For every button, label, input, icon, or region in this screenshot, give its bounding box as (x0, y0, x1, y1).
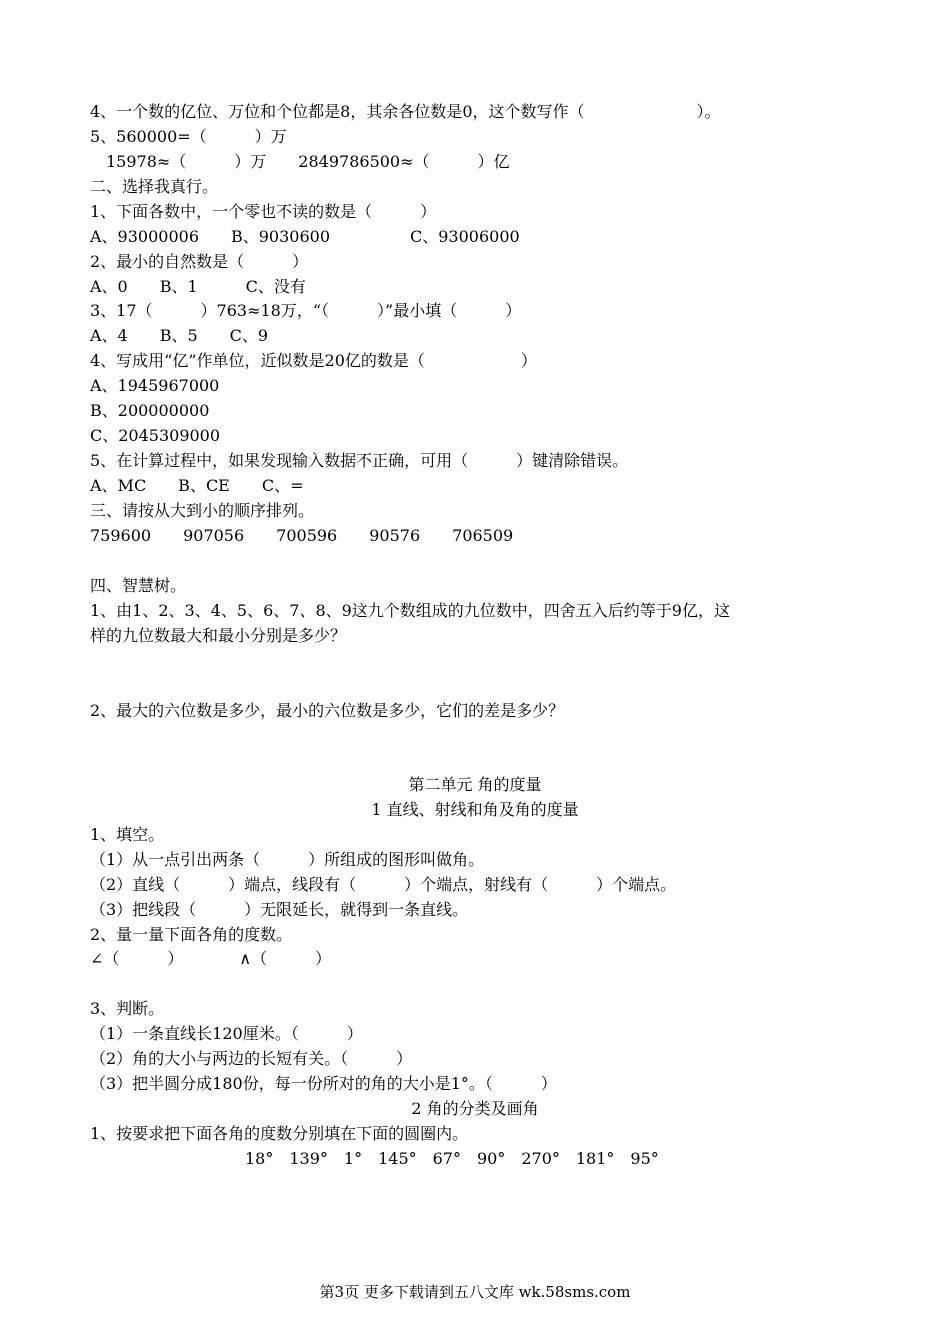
text-line: 5、560000=（ ）万 (90, 127, 287, 146)
section-heading: 四、智慧树。 (90, 576, 187, 595)
text-line: 4、写成用“亿”作单位，近似数是20亿的数是（ ） (90, 351, 537, 370)
text-line: A、MC B、CE C、= (90, 476, 304, 495)
text-line: 1、由1、2、3、4、5、6、7、8、9这九个数组成的九位数中，四舍五入后约等于9亿，这 (90, 601, 730, 620)
text-line: 15978≈（ ）万 2849786500≈（ ）亿 (90, 152, 510, 171)
unit-title: 第二单元 角的度量 (408, 775, 542, 794)
section-heading: 三、请按从大到小的顺序排列。 (90, 501, 315, 520)
text-line: （2）直线（ ）端点，线段有（ ）个端点，射线有（ ）个端点。 (90, 875, 677, 894)
text-line: 2、最大的六位数是多少，最小的六位数是多少，它们的差是多少？ (90, 701, 565, 720)
text-line: 1、下面各数中，一个零也不读的数是（ ） (90, 202, 437, 221)
text-line: C、2045309000 (90, 426, 221, 445)
text-line: 759600 907056 700596 90576 706509 (90, 526, 514, 545)
text-line: （1）从一点引出两条（ ）所组成的图形叫做角。 (90, 850, 485, 869)
text-line: 1、填空。 (90, 825, 165, 844)
text-line: （3）把线段（ ）无限延长，就得到一条直线。 (90, 900, 469, 919)
text-line: 2、最小的自然数是（ ） (90, 252, 309, 271)
text-line: B、200000000 (90, 401, 210, 420)
text-line: ∠（ ） ∧（ ） (90, 949, 332, 968)
text-line: （2）角的大小与两边的长短有关。（ ） (90, 1049, 413, 1068)
text-line: A、0 B、1 C、没有 (90, 277, 306, 296)
page-footer: 第3页 更多下载请到五八文库 wk.58sms.com (319, 1283, 631, 1301)
text-line: 4、一个数的亿位、万位和个位都是8，其余各位数是0，这个数写作（ ）。 (90, 102, 721, 121)
text-line: 3、17（ ）763≈18万，“（ ）”最小填（ ） (90, 301, 522, 320)
text-line: （1）一条直线长120厘米。（ ） (90, 1024, 363, 1043)
section-title: 1 直线、射线和角及角的度量 (371, 800, 579, 819)
text-line: 5、在计算过程中，如果发现输入数据不正确，可用（ ）键清除错误。 (90, 451, 629, 470)
text-line: 3、判断。 (90, 999, 165, 1018)
degree-list: 18° 139° 1° 145° 67° 90° 270° 181° 95° (245, 1149, 659, 1168)
text-line: 1、按要求把下面各角的度数分别填在下面的圆圈内。 (90, 1124, 469, 1143)
text-line: 2、量一量下面各角的度数。 (90, 925, 293, 944)
text-line: （3）把半圆分成180份，每一份所对的角的大小是1°。（ ） (90, 1074, 557, 1093)
text-line: A、4 B、5 C、9 (90, 326, 269, 345)
section-heading: 二、选择我真行。 (90, 177, 219, 196)
text-line: 样的九位数最大和最小分别是多少？ (90, 626, 347, 645)
section-title: 2 角的分类及画角 (411, 1099, 539, 1118)
text-line: A、1945967000 (90, 376, 220, 395)
text-line: A、93000006 B、9030600 C、93006000 (90, 227, 520, 246)
